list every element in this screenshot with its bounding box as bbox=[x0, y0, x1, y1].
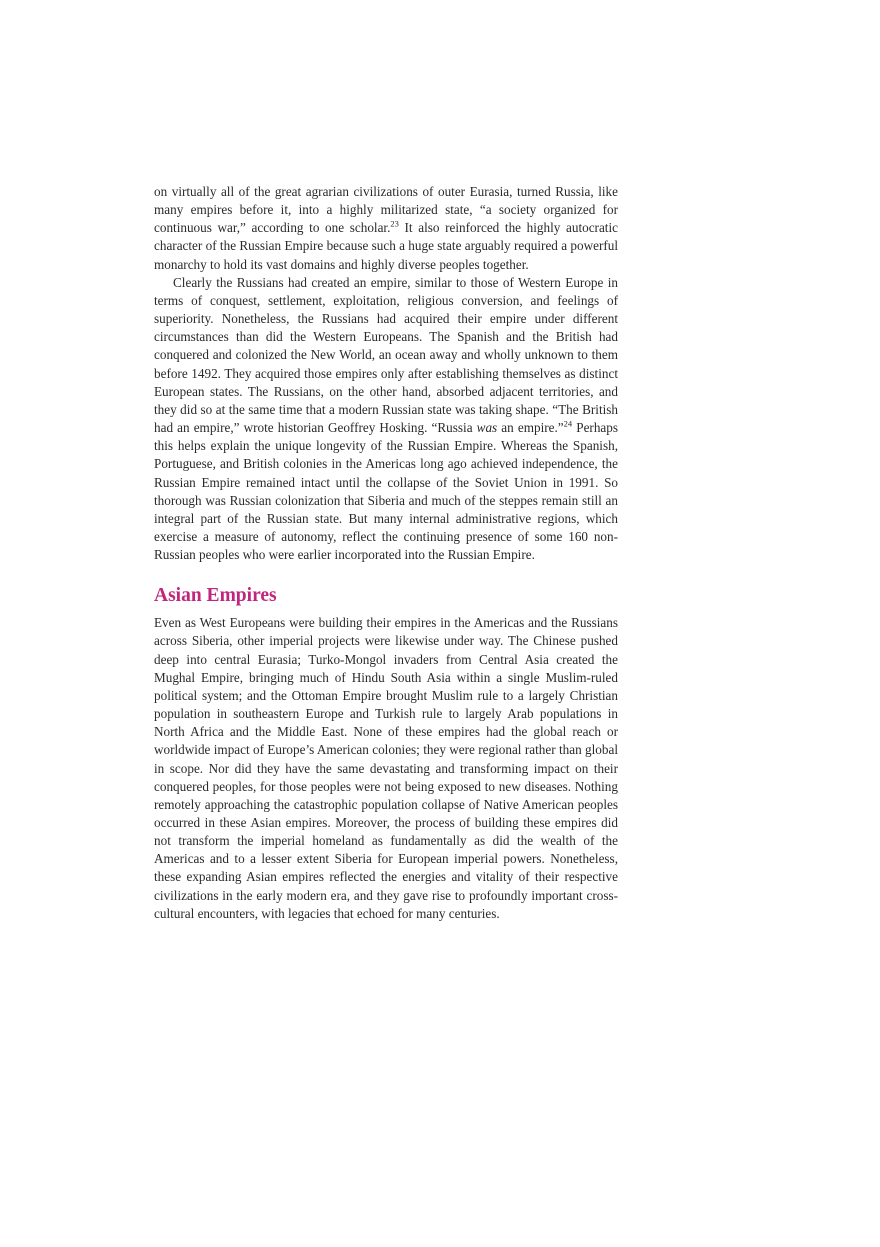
footnote-ref-23[interactable]: 23 bbox=[390, 218, 399, 229]
paragraph-2-part-c: Perhaps this helps explain the unique longevity of the Russian Empire. Whereas the Spanish, Portuguese, and British colonies in the Americas long ago achieved independence, the Russian Empire remained intact until the collapse of the Soviet Union in 1991. So thorough was Russian colonization that Siberia and much of the steppes remain still an integral part of the Russian state. But many internal administrative regions, which exercise a measure of autonomy, reflect the continuing presence of some 160 non-Russian peoples who were earlier incorporated into the Russian Empire. bbox=[154, 420, 619, 563]
section-heading-asian-empires: Asian Empires bbox=[154, 585, 277, 607]
paragraph-russian-empire bbox=[154, 274, 618, 565]
paragraph-2-part-a: Clearly the Russians had created an empire, similar to those of Western Europe in terms of conquest, settlement, exploitation, religious conversion, and feelings of superiority. Nonetheless, the Russians had acquired their empire under different circumstances than did the Western Europeans. The Spanish and the British had conquered and colonized the New World, an ocean away and wholly unknown to them before 1492. They acquired those empires only after establishing themselves as distinct European states. The Russians, on the other hand, absorbed adjacent territories, and they did so at the same time that a modern Russian state was taking shape. “The British had an empire,” wrote historian Geoffrey Hosking. “Russia bbox=[154, 274, 618, 436]
paragraph-1-text: on virtually all of the great agrarian civilizations of outer Eurasia, turned Russia, like many empires before it, into a highly militarized state, “a society organized for continuous war,” according to one scholar. bbox=[154, 184, 618, 236]
paragraph-2-part-b: an empire.” bbox=[497, 420, 564, 436]
footnote-ref-24[interactable]: 24 bbox=[563, 418, 573, 429]
emphasis-was: was bbox=[476, 420, 498, 436]
paragraph-1-end: It also reinforced the highly autocratic character of the Russian Empire because such a huge state arguably required a powerful monarchy to hold its vast domains and highly diverse peoples together. bbox=[154, 220, 618, 272]
paragraph-asian-empires: Even as West Europeans were building their empires in the Americas and the Russians across Siberia, other imperial projects were likewise under way. The Chinese pushed deep into central Eurasia; Turko-Mongol invaders from Central Asia created the Mughal Empire, bringing much of Hindu South Asia within a single Muslim-ruled political system; and the Ottoman Empire brought Muslim rule to a largely Christian population in southeastern Europe and Turkish rule to largely Arab populations in North Africa and the Middle East. None of these empires had the global reach or worldwide impact of Europe’s American colonies; they were regional rather than global in scope. Nor did they have the same devastating and transforming impact on their conquered peoples, for those peoples were not being exposed to new diseases. Nothing remotely approaching the catastrophic population collapse of Native American peoples occurred in these Asian empires. Moreover, the process of building these empires did not transform the imperial homeland as fundamentally as did the wealth of the Americas and to a lesser extent Siberia for European imperial powers. Nonetheless, these expanding Asian empires reflected the energies and vitality of their respective civilizations in the early modern era, and they gave rise to profoundly important cross-cultural encounters, with legacies that echoed for many centuries. bbox=[154, 615, 618, 921]
text-column bbox=[154, 183, 618, 923]
paragraph-continued bbox=[154, 183, 618, 274]
